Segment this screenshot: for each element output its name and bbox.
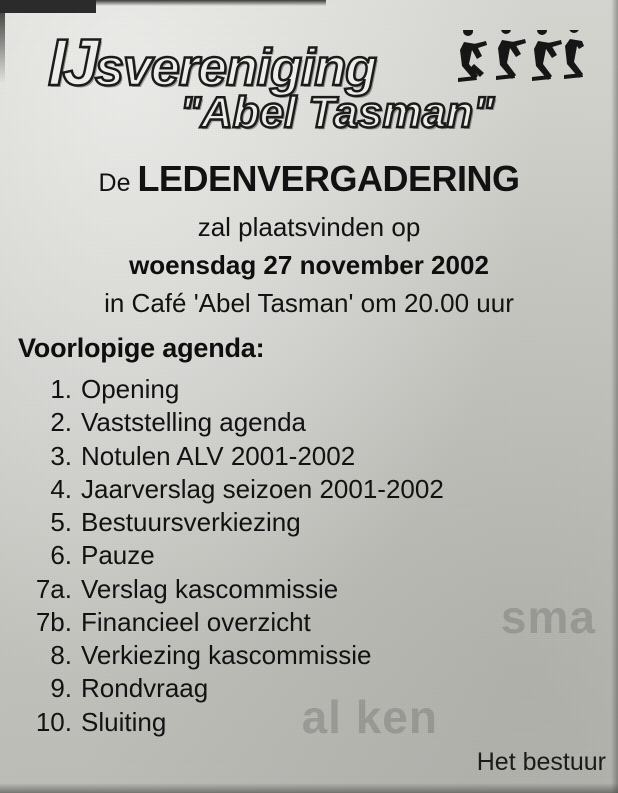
agenda-item-label: Rondvraag [81, 673, 209, 704]
meeting-subtitle: zal plaatsvinden op [197, 212, 421, 242]
club-name-line-2: "Abel Tasman" [180, 88, 494, 137]
agenda-item-label: Notulen ALV 2001-2002 [81, 440, 356, 471]
meeting-location: in Café 'Abel Tasman' om 20.00 uur [104, 288, 514, 318]
bleed-through-text-1: sma [500, 591, 596, 643]
agenda-item-label: Sluiting [81, 706, 167, 737]
agenda-item-label: Bestuursverkiezing [81, 507, 301, 538]
agenda-item [24, 440, 598, 473]
agenda-item-label: Pauze [81, 540, 155, 571]
agenda-item-number: 6. [50, 540, 72, 571]
agenda-item-number: 3. [50, 440, 72, 471]
agenda-item [24, 473, 598, 506]
agenda-item-label: Vaststelling agenda [81, 407, 307, 438]
agenda-item-number: 7b. [35, 606, 72, 637]
agenda-item-label: Financieel overzicht [81, 606, 311, 637]
agenda-item [24, 573, 598, 606]
scan-edge-bottom [0, 783, 618, 793]
page-title-prefix: De [98, 169, 131, 197]
meeting-date: woensdag 27 november 2002 [129, 250, 489, 280]
club-name-ij-ligature: IJ [48, 25, 96, 99]
signature-line: Het bestuur [476, 748, 606, 776]
scan-edge-left [0, 13, 5, 83]
agenda-item [24, 706, 598, 739]
agenda-item-number: 10. [35, 706, 72, 737]
agenda-item [24, 639, 598, 672]
agenda-item-number: 5. [50, 507, 72, 538]
agenda-item [24, 539, 598, 572]
agenda-item [24, 373, 598, 406]
agenda-item-label: Opening [81, 374, 180, 404]
agenda-heading: Voorlopige agenda: [18, 333, 265, 363]
club-name-suffix: svereniging [95, 39, 376, 97]
agenda-item-label: Verslag kascommissie [81, 573, 339, 604]
agenda-section [18, 333, 598, 739]
club-logo-header [30, 16, 590, 144]
agenda-item-number: 4. [50, 473, 72, 504]
agenda-item [24, 606, 598, 639]
speed-skaters-silhouette-icon [454, 30, 584, 90]
agenda-item [24, 506, 598, 539]
scan-edge-top [0, 0, 96, 13]
scan-edge-top-gradient [96, 0, 326, 6]
announcement-title-block [0, 158, 618, 319]
bleed-through-text-2: al ken [301, 691, 438, 743]
agenda-item [24, 406, 598, 439]
agenda-item-label: Jaarverslag seizoen 2001-2002 [81, 473, 444, 504]
agenda-item-number: 7a. [35, 573, 72, 604]
agenda-item-number: 8. [50, 640, 72, 671]
scan-edge-right [611, 0, 618, 793]
agenda-item [24, 672, 598, 705]
agenda-item-label: Verkiezing kascommissie [81, 640, 372, 671]
agenda-item-number: 2. [50, 407, 72, 438]
page-title-main: LEDENVERGADERING [137, 158, 520, 199]
agenda-item-number: 9. [50, 673, 72, 704]
agenda-item-number: 1. [50, 374, 72, 404]
page-title [0, 158, 618, 200]
